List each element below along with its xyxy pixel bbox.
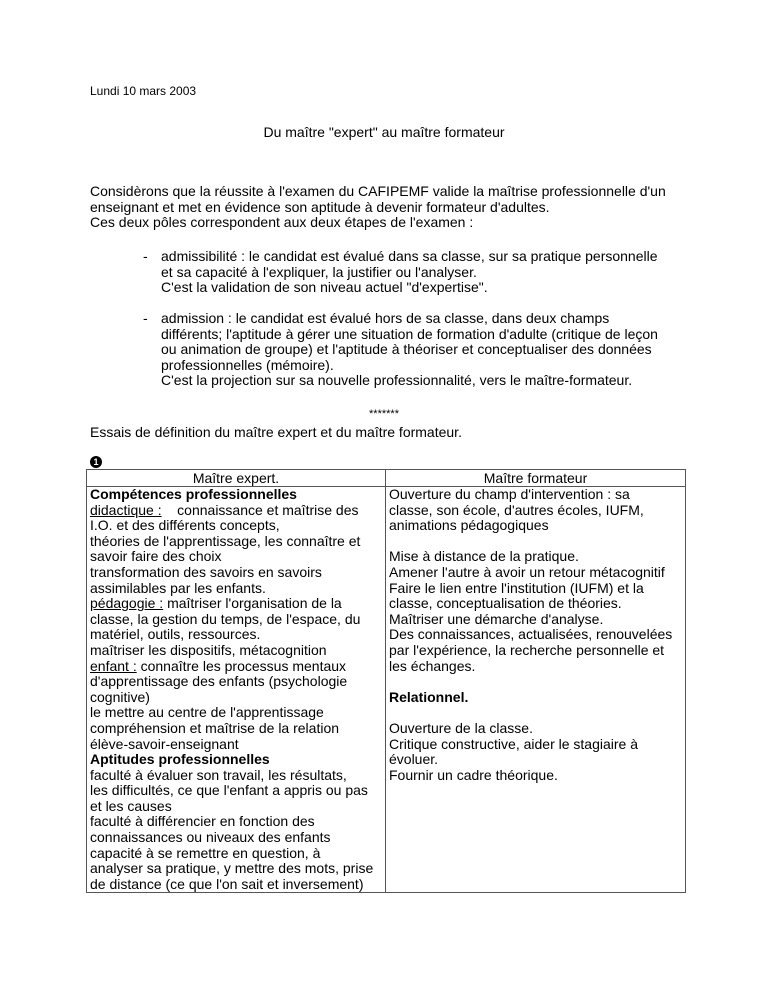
list-line: admissibilité : le candidat est évalué dans sa classe, sur sa pratique personnelle (161, 248, 658, 264)
cell-line: théories de l'apprentissage, les connaître et (90, 532, 361, 549)
exam-stages-list (90, 249, 690, 404)
cell-line: les difficultés, ce que l'enfant a appris ou pas (90, 782, 368, 799)
list-line: admission : le candidat est évalué hors de sa classe, dans deux champs (161, 310, 610, 326)
spacer (389, 674, 682, 690)
circled-number-one-icon: 1 (90, 456, 102, 468)
cell-line: savoir faire des choix (90, 548, 222, 565)
cell-line: et les causes (90, 797, 172, 814)
comparison-table (86, 469, 686, 893)
label-enfant: enfant : (90, 657, 137, 674)
intro-line: enseignant et met en évidence son aptitude à devenir formateur d'adultes. (90, 198, 550, 215)
cell-line: Faire le lien entre l'institution (IUFM) et la (389, 579, 644, 596)
cell-line: faculté à différencier en fonction des (90, 813, 315, 830)
cell-line: compréhension et maîtrise de la relation (90, 719, 340, 736)
cell-line: le mettre au centre de l'apprentissage (90, 704, 324, 721)
list-line: professionnelles (mémoire). (161, 356, 334, 373)
heading-aptitudes: Aptitudes professionnelles (90, 751, 270, 768)
cell-line: Amener l'autre à avoir un retour métacognitif (389, 563, 665, 580)
list-line: C'est la validation de son niveau actuel "d'expertise". (161, 279, 488, 295)
intro-paragraph (90, 184, 710, 231)
list-item-admission (90, 311, 690, 389)
list-line: différents; l'aptitude à gérer une situation de formation d'adulte (critique de leçon (161, 325, 658, 342)
intro-line: Ces deux pôles correspondent aux deux étapes de l'examen : (90, 214, 474, 230)
enfant-text: connaître les processus mentaux (136, 657, 347, 674)
cell-line: maîtriser les dispositifs, métacognition (90, 641, 327, 658)
section-heading: Essais de définition du maître expert et du maître formateur. (90, 424, 462, 440)
label-pedagogie: pédagogie : (90, 595, 164, 612)
section-separator: ******* (369, 408, 399, 420)
spacer (389, 705, 682, 721)
cell-line: analyser sa pratique, y mettre des mots, prise (90, 860, 374, 877)
list-line: ou animation de groupe) et l'aptitude à théoriser et conceptualiser des données (161, 341, 652, 357)
cell-maitre-formateur (386, 487, 686, 893)
cell-line: classe, son école, d'autres écoles, IUFM, (389, 501, 644, 518)
dash-bullet: - (143, 248, 148, 264)
cell-line: élève-savoir-enseignant (90, 735, 239, 752)
cell-line: I.O. et des différents concepts, (90, 517, 280, 534)
cell-line (90, 596, 382, 612)
cell-line: Fournir un cadre théorique. (389, 766, 558, 783)
header-maitre-formateur: Maître formateur (386, 470, 686, 487)
heading-relationnel: Relationnel. (389, 688, 469, 705)
list-line: C'est la projection sur sa nouvelle professionnalité, vers le maître-formateur. (161, 372, 633, 388)
cell-line: cognitive) (90, 688, 150, 705)
document-date: Lundi 10 mars 2003 (90, 84, 197, 98)
cell-line: Ouverture du champ d'intervention : sa (389, 486, 630, 502)
cell-line (90, 659, 382, 675)
list-item-admissibilite (90, 249, 690, 296)
cell-line: connaissances ou niveaux des enfants (90, 829, 331, 846)
pedagogie-text: maîtriser l'organisation de la (163, 595, 342, 612)
cell-line: faculté à évaluer son travail, les résultats, (90, 766, 347, 783)
spacer (389, 534, 682, 550)
cell-line: classe, la gestion du temps, de l'espace, du (90, 610, 361, 627)
cell-line: de distance (ce que l'on sait et inversement) (90, 875, 364, 892)
label-didactique: didactique : (90, 501, 162, 518)
cell-line: classe, conceptualisation de théories. (389, 595, 622, 612)
table-row (87, 487, 686, 893)
cell-line (90, 503, 382, 519)
table-header-row (87, 470, 686, 487)
list-line: et sa capacité à l'expliquer, la justifier ou l'analyser. (161, 263, 477, 280)
cell-line: Mise à distance de la pratique. (389, 548, 579, 565)
cell-line: Ouverture de la classe. (389, 719, 533, 736)
cell-line: Critique constructive, aider le stagiaire à (389, 735, 639, 752)
document-title: Du maître "expert" au maître formateur (263, 124, 505, 140)
dash-bullet: - (143, 310, 148, 326)
cell-line: matériel, outils, ressources. (90, 626, 261, 643)
numbered-marker (90, 453, 102, 468)
cell-line: transformation des savoirs en savoirs (90, 563, 322, 580)
cell-line: Des connaissances, actualisées, renouvelées (389, 626, 673, 643)
didactique-text: connaissance et maîtrise des (161, 501, 359, 518)
cell-line: les échanges. (389, 657, 476, 674)
cell-maitre-expert (87, 487, 386, 893)
cell-line: capacité à se remettre en question, à (90, 844, 321, 861)
cell-line: animations pédagogiques (389, 517, 549, 534)
cell-line: assimilables par les enfants. (90, 579, 266, 596)
cell-line: évoluer. (389, 751, 439, 768)
header-maitre-expert: Maître expert. (87, 470, 386, 487)
cell-line: d'apprentissage des enfants (psychologie (90, 673, 348, 690)
cell-line: par l'expérience, la recherche personnelle et (389, 641, 665, 658)
heading-competences: Compétences professionnelles (90, 486, 297, 502)
intro-line: Considèrons que la réussite à l'examen du CAFIPEMF valide la maîtrise professionnelle d'un (90, 183, 666, 199)
cell-line: Maîtriser une démarche d'analyse. (389, 610, 604, 627)
